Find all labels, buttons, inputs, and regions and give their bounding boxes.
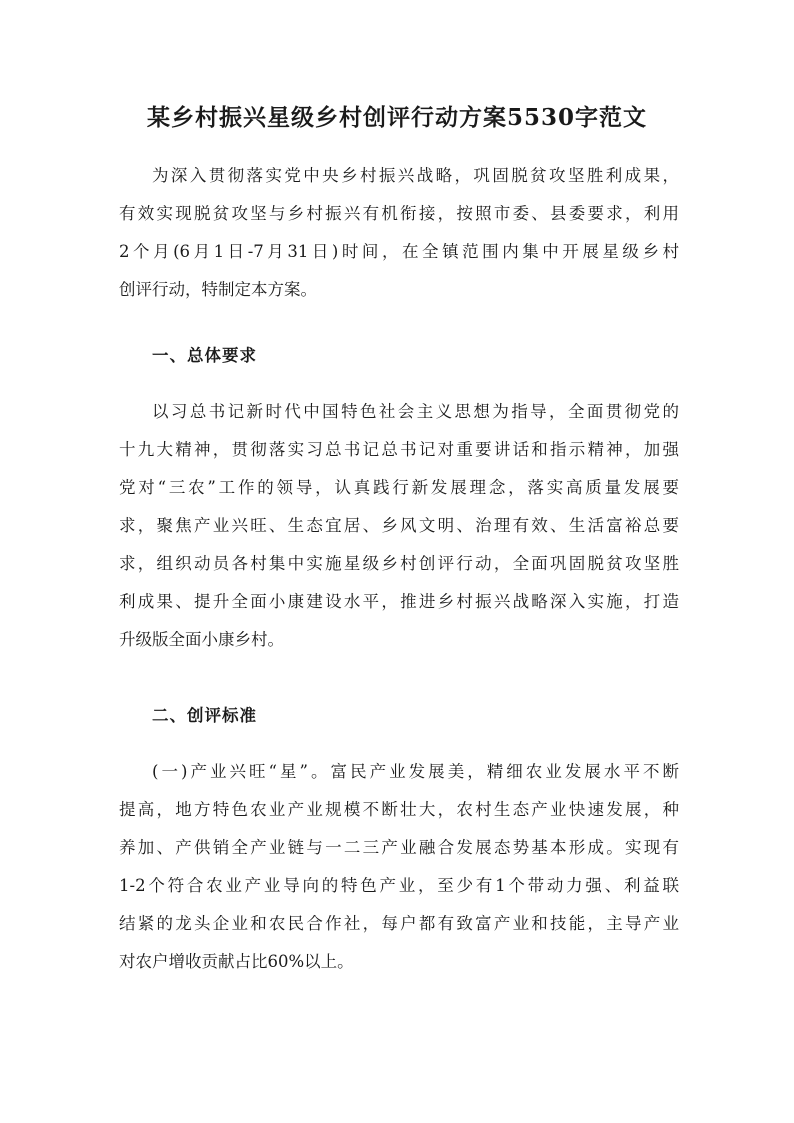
paragraph-line: (一)产业兴旺“星”。富民产业发展美，精细农业发展水平不断 bbox=[152, 762, 679, 781]
paragraph-line: 求，聚焦产业兴旺、生态宜居、乡风文明、治理有效、生活富裕总要 bbox=[119, 516, 679, 535]
paragraph-line: 2个月(6月1日-7月31日)时间，在全镇范围内集中开展星级乡村 bbox=[119, 242, 679, 261]
paragraph-line: 有效实现脱贫攻坚与乡村振兴有机衔接，按照市委、县委要求，利用 bbox=[119, 204, 679, 223]
paragraph-line: 升级版全面小康乡村。 bbox=[119, 630, 284, 649]
section-heading-general-requirements: 一、总体要求 bbox=[152, 346, 257, 365]
intro-paragraph bbox=[119, 157, 679, 309]
paragraph-line: 1-2个符合农业产业导向的特色产业，至少有1个带动力强、利益联 bbox=[119, 876, 679, 895]
paragraph-line: 以习总书记新时代中国特色社会主义思想为指导，全面贯彻党的 bbox=[152, 402, 679, 421]
document-title: 某乡村振兴星级乡村创评行动方案5530字范文 bbox=[146, 104, 647, 131]
paragraph-line: 提高，地方特色农业产业规模不断壮大，农村生态产业快速发展，种 bbox=[119, 800, 679, 819]
section-heading-evaluation-standards: 二、创评标准 bbox=[152, 706, 257, 725]
paragraph-line: 利成果、提升全面小康建设水平，推进乡村振兴战略深入实施，打造 bbox=[119, 592, 679, 611]
paragraph-line: 养加、产供销全产业链与一二三产业融合发展态势基本形成。实现有 bbox=[119, 838, 679, 857]
paragraph-line: 为深入贯彻落实党中央乡村振兴战略，巩固脱贫攻坚胜利成果， bbox=[152, 166, 679, 185]
paragraph-line: 党对“三农”工作的领导，认真践行新发展理念，落实高质量发展要 bbox=[119, 478, 679, 497]
paragraph-line: 求，组织动员各村集中实施星级乡村创评行动，全面巩固脱贫攻坚胜 bbox=[119, 554, 679, 573]
general-requirements-paragraph bbox=[119, 393, 679, 659]
evaluation-standards-paragraph bbox=[119, 753, 679, 981]
paragraph-line: 十九大精神，贯彻落实习总书记总书记对重要讲话和指示精神，加强 bbox=[119, 440, 679, 459]
paragraph-line: 对农户增收贡献占比60%以上。 bbox=[119, 952, 354, 971]
paragraph-line: 结紧的龙头企业和农民合作社，每户都有致富产业和技能，主导产业 bbox=[119, 914, 679, 933]
paragraph-line: 创评行动，特制定本方案。 bbox=[119, 280, 317, 299]
